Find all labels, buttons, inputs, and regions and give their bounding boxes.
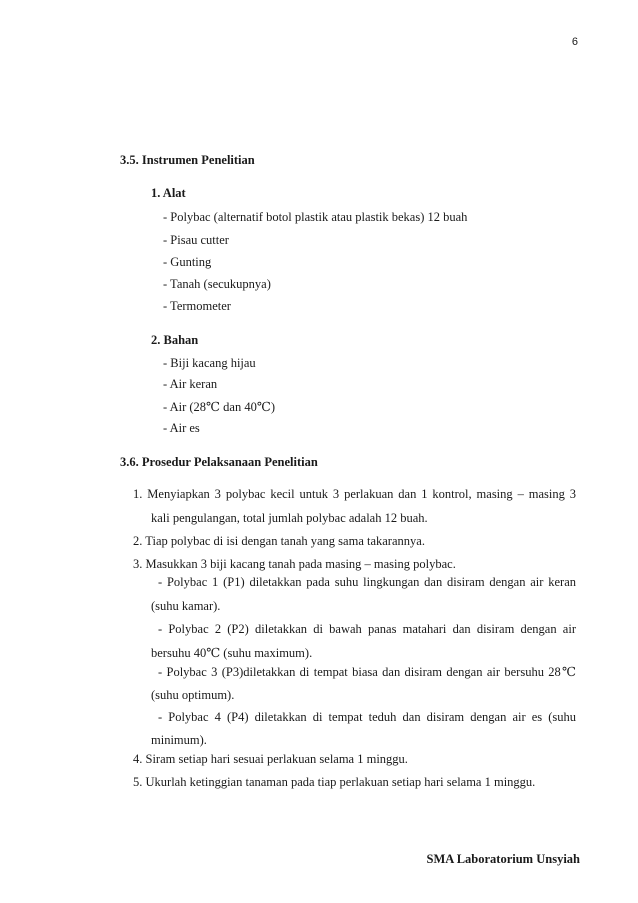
alat-item: - Termometer: [163, 299, 231, 313]
procedure-step-1: 1. Menyiapkan 3 polybac kecil untuk 3 perlakuan dan 1 kontrol, masing – masing 3: [133, 487, 576, 501]
polybac-3-line: - Polybac 3 (P3)diletakkan di tempat biasa dan disiram dengan air bersuhu 28℃: [158, 665, 576, 679]
bahan-item: - Air keran: [163, 377, 218, 391]
bahan-item: - Air (28℃ dan 40℃): [163, 400, 275, 414]
alat-subheading: 1. Alat: [151, 186, 186, 200]
bahan-subheading: 2. Bahan: [151, 333, 199, 347]
bahan-item: - Air es: [163, 421, 200, 435]
procedure-step-3: 3. Masukkan 3 biji kacang tanah pada masing – masing polybac.: [133, 557, 456, 571]
section-3-6-heading: 3.6. Prosedur Pelaksanaan Penelitian: [120, 455, 318, 469]
alat-item: - Tanah (secukupnya): [163, 277, 271, 291]
alat-item: - Pisau cutter: [163, 233, 229, 247]
procedure-step-2: 2. Tiap polybac di isi dengan tanah yang sama takarannya.: [133, 534, 425, 548]
polybac-1-line: - Polybac 1 (P1) diletakkan pada suhu lingkungan dan disiram dengan air keran: [158, 575, 576, 589]
polybac-3-continued: (suhu optimum).: [151, 688, 235, 702]
alat-item: - Gunting: [163, 255, 212, 269]
procedure-step-5: 5. Ukurlah ketinggian tanaman pada tiap perlakuan setiap hari selama 1 minggu.: [133, 775, 536, 789]
procedure-step-4: 4. Siram setiap hari sesuai perlakuan selama 1 minggu.: [133, 752, 408, 766]
bahan-item: - Biji kacang hijau: [163, 356, 256, 370]
footer-school-name: SMA Laboratorium Unsyiah: [426, 852, 580, 866]
procedure-step-1-continued: kali pengulangan, total jumlah polybac adalah 12 buah.: [151, 511, 428, 525]
polybac-4-line: - Polybac 4 (P4) diletakkan di tempat teduh dan disiram dengan air es (suhu: [158, 710, 576, 724]
polybac-4-continued: minimum).: [151, 733, 207, 747]
alat-item: - Polybac (alternatif botol plastik atau plastik bekas) 12 buah: [163, 210, 468, 224]
polybac-1-continued: (suhu kamar).: [151, 599, 221, 613]
page-number: 6: [571, 36, 578, 48]
section-3-5-heading: 3.5. Instrumen Penelitian: [120, 153, 255, 167]
polybac-2-line: - Polybac 2 (P2) diletakkan di bawah panas matahari dan disiram dengan air: [158, 622, 576, 636]
polybac-2-continued: bersuhu 40℃ (suhu maximum).: [151, 646, 313, 660]
